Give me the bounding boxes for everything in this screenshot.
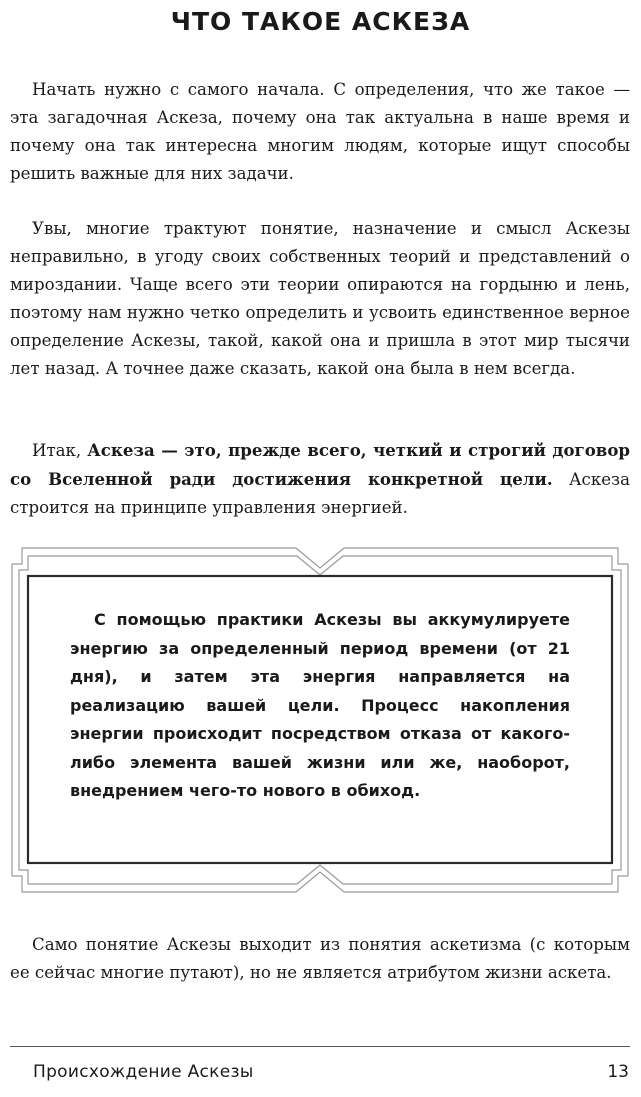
- page-title: ЧТО ТАКОЕ АСКЕЗА: [170, 7, 471, 36]
- running-footer-title: Происхождение Аскезы: [33, 1062, 254, 1082]
- footer-divider: [10, 1046, 630, 1047]
- paragraph-tail: Аскеза строится на принципе управления энергией.: [10, 470, 630, 517]
- page-number: 13: [607, 1062, 629, 1082]
- paragraph-lead: Итак,: [32, 441, 88, 460]
- callout-body: С помощью практики Аскезы вы аккумулируете энергию за определенный период времени (от 21 дня), и затем эта энергия направляется на реализацию вашей цели. Процесс накопления энергии происходит посредством отказа от какого-либо элемента вашей жизни или же, наоборот, внедрением чего-то нового в обиход.: [70, 610, 570, 800]
- paragraph-text: Само понятие Аскезы выходит из понятия аскетизма (с которым ее сейчас многие путают), но не является атрибутом жизни аскета.: [10, 935, 630, 982]
- body-paragraph-4: [10, 931, 630, 987]
- callout-text: [70, 606, 570, 806]
- paragraph-text: Начать нужно с самого начала. С определения, что же такое — эта загадочная Аскеза, почему она так актуальна в наше время и почему она так интересна многим людям, которые ищут способы решить важные для них задачи.: [10, 80, 630, 183]
- paragraph-text: Увы, многие трактуют понятие, назначение и смысл Аскезы неправильно, в угоду своих собственных теорий и представлений о мироздании. Чаще всего эти теории опираются на гордыню и лень, поэтому нам нужно четко определить и усвоить единственное верное определение Аскезы, такой, какой она и пришла в этот мир тысячи лет назад. А точнее даже сказать, какой она была в нем всегда.: [10, 219, 630, 378]
- definition-emphasis: Аскеза — это, прежде всего, четкий и строгий договор со Вселенной ради достижения конкретной цели.: [10, 440, 630, 489]
